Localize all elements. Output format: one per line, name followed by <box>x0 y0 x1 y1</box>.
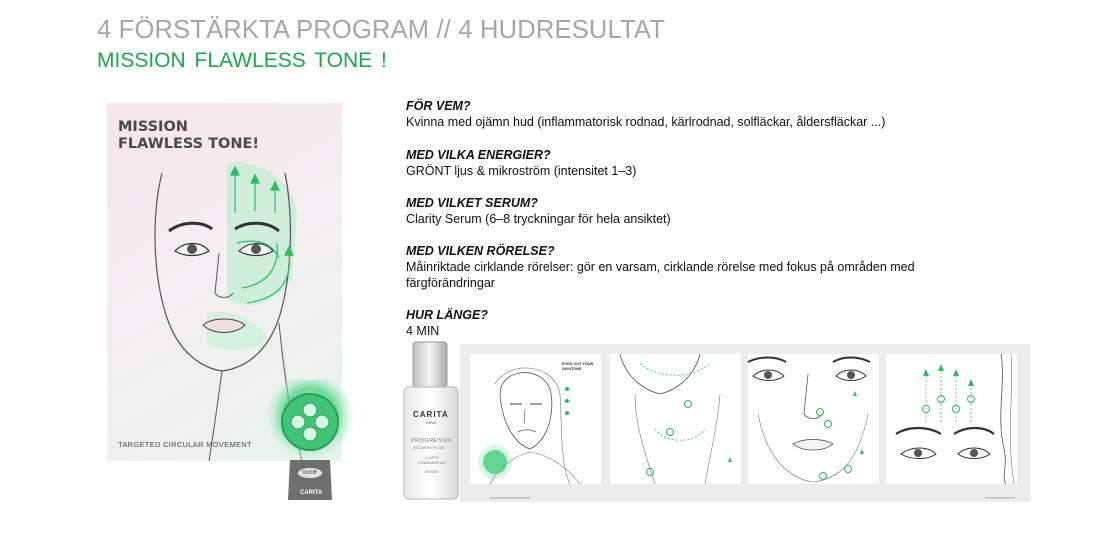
page-heading: 4 FÖRSTÄRKTA PROGRAM // 4 HUDRESULTAT <box>97 16 666 44</box>
qa-answer: GRÖNT ljus & mikroström (intensitet 1–3) <box>406 164 637 178</box>
poster-caption: TARGETED CIRCULAR MOVEMENT <box>118 440 252 449</box>
footer-line <box>985 497 1015 499</box>
step-4-illustration <box>886 354 1017 484</box>
page-subheading: MISSION FLAWLESS TONE ! <box>97 49 387 72</box>
step-1 <box>470 354 601 484</box>
bottle-brand: CARITA <box>413 410 449 419</box>
step-3-illustration <box>748 354 879 484</box>
qa-item <box>406 147 966 179</box>
bottle-line: PROGRESSIF <box>411 438 453 444</box>
qa-question: MED VILKA ENERGIER? <box>406 148 551 162</box>
steps-panel <box>460 344 1030 502</box>
qa-question: HUR LÄNGE? <box>406 308 488 322</box>
qa-item <box>406 307 966 339</box>
bottle-line-sub: NEOMORPHOSE <box>413 445 446 450</box>
qa-item <box>406 195 966 227</box>
step-4 <box>886 354 1017 484</box>
step-1-heading: EVEN OUT YOUR SKINTONE <box>562 362 594 371</box>
step-3 <box>748 354 879 484</box>
qa-answer: Clarity Serum (6–8 tryckningar för hela ansiktet) <box>406 212 671 226</box>
footer-line <box>490 497 530 499</box>
bottle-type: SÉRUM <box>425 470 438 474</box>
qa-item <box>406 98 966 130</box>
step-2 <box>610 354 741 484</box>
device-button-label: On/Off <box>302 470 317 476</box>
device-brand: CARITA <box>300 490 323 496</box>
qa-question: MED VILKET SERUM? <box>406 196 538 210</box>
bottle-brand-sub: PARIS <box>426 421 437 425</box>
qa-answer: Måinriktade cirklande rörelser: gör en varsam, cirklande rörelse med fokus på områden med färgförändringar <box>406 260 915 290</box>
qa-item <box>406 243 966 291</box>
qa-question: MED VILKEN RÖRELSE? <box>406 244 555 258</box>
step-2-illustration <box>610 354 741 484</box>
led-device-icon <box>260 380 360 500</box>
qa-answer: 4 MIN <box>406 324 440 338</box>
poster-title: MISSION FLAWLESS TONE! <box>118 119 260 152</box>
qa-question: FÖR VEM? <box>406 99 471 113</box>
bottle-product: CLARTÉ FONDAMENTALE <box>417 456 447 465</box>
qa-answer: Kvinna med ojämn hud (inflammatorisk rodnad, kärlrodnad, solfläckar, åldersfläckar ...) <box>406 115 886 129</box>
step-1-illustration <box>470 354 601 484</box>
